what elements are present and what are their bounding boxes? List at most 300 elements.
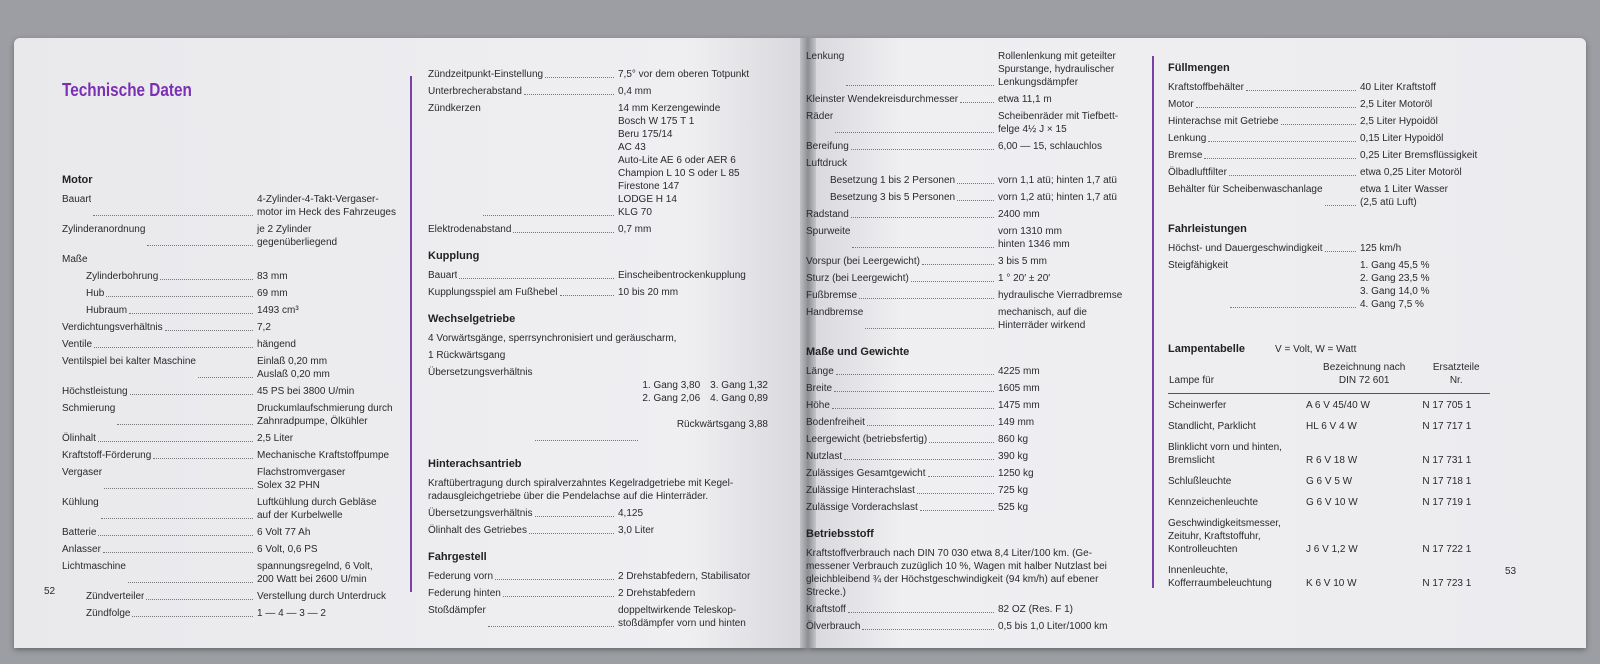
spec-label: Kühlung	[62, 497, 99, 508]
leader-dots	[146, 590, 253, 600]
lampen-heading: Lampentabelle	[1168, 343, 1246, 355]
spec-value: 69 mm	[257, 288, 288, 299]
leader-dots	[103, 543, 253, 553]
leader-dots	[495, 570, 614, 580]
leader-dots	[117, 402, 253, 425]
rear-axle-text: Kraftübertragung durch spiralverzahntes Kegelradgetriebe mit Kegel- radausgleichgetriebe über die Pendelachse auf die Hinterräder.	[428, 478, 734, 502]
spec-row	[428, 524, 768, 537]
lamp-row	[1168, 559, 1490, 593]
spec-value: 10 bis 20 mm	[618, 287, 679, 298]
leader-dots	[834, 382, 994, 392]
spec-value: vorn 1,1 atü; hinten 1,7 atü	[998, 175, 1117, 186]
leader-dots	[917, 484, 994, 494]
spec-label: Verdichtungsverhältnis	[62, 322, 163, 333]
spec-label: Federung vorn	[428, 571, 494, 582]
spec-value: 525 kg	[998, 502, 1029, 513]
lamp-designation: HL 6 V 4 W	[1306, 421, 1357, 432]
lamp-name: Schlußleuchte	[1168, 476, 1232, 487]
leader-dots	[160, 270, 253, 280]
spec-row	[806, 174, 1138, 187]
spec-row	[428, 507, 768, 520]
gear-ratio: 1. Gang 3,80	[642, 380, 701, 391]
lamp-part-number: N 17 705 1	[1422, 400, 1472, 411]
spec-label: Höchst- und Dauergeschwindigkeit	[1168, 243, 1323, 254]
leader-dots	[1325, 183, 1356, 206]
spec-value: Rollenlenkung mit geteilter Spurstange, hydraulischer Lenkungsdämpfer	[998, 51, 1116, 88]
spec-value: 125 km/h	[1360, 243, 1402, 254]
spec-value: 6,00 — 15, schlauchlos	[998, 141, 1102, 152]
column-divider-right	[1152, 56, 1154, 588]
leader-dots	[867, 416, 994, 426]
spec-label: Hub	[86, 288, 105, 299]
spec-value: 83 mm	[257, 271, 288, 282]
spec-value: 6 Volt, 0,6 PS	[257, 544, 318, 555]
spec-row	[1168, 183, 1490, 209]
spec-value: 7,5° vor dem oberen Totpunkt	[618, 69, 750, 80]
spec-value: 390 kg	[998, 451, 1029, 462]
spec-row	[806, 382, 1138, 395]
kupplung-heading: Kupplung	[428, 250, 480, 262]
spec-row	[806, 399, 1138, 412]
leader-dots	[844, 450, 994, 460]
spec-value: 40 Liter Kraftstoff	[1360, 82, 1436, 93]
leader-dots	[851, 208, 994, 218]
spec-label: Höchstleistung	[62, 386, 128, 397]
spec-value: mechanisch, auf die Hinterräder wirkend	[998, 307, 1087, 331]
spec-row	[806, 433, 1138, 446]
ignition-spec-list	[428, 68, 768, 236]
spec-value: 1 ° 20′ ± 20′	[998, 273, 1051, 284]
spec-label: Zündzeitpunkt-Einstellung	[428, 69, 544, 80]
spec-value: etwa 11,1 m	[998, 94, 1052, 105]
leader-dots	[1230, 259, 1356, 308]
spec-label: Schmierung	[62, 403, 116, 414]
spec-label: Bereifung	[806, 141, 849, 152]
chassis-column	[806, 50, 1138, 637]
leader-dots	[911, 272, 994, 282]
spec-row	[428, 269, 768, 282]
leader-dots	[920, 501, 994, 511]
spec-label: Vergaser	[62, 467, 103, 478]
spec-row	[1168, 166, 1490, 179]
lamp-col-header: Bezeichnung nach DIN 72 601	[1306, 360, 1422, 394]
spec-label: Nutzlast	[806, 451, 843, 462]
lamp-col-header: Ersatzteile Nr.	[1422, 360, 1490, 394]
spec-label: Spurweite	[806, 226, 851, 237]
chassis-spec-list	[428, 570, 768, 630]
spec-row	[1168, 132, 1490, 145]
spec-row	[806, 620, 1138, 633]
spec-value: Scheibenräder mit Tiefbett- felge 4½ J × 15	[998, 111, 1119, 135]
spec-value: Mechanische Kraftstoffpumpe	[257, 450, 390, 461]
spec-row	[806, 365, 1138, 378]
spec-row	[1168, 115, 1490, 128]
capacities-spec-list	[1168, 81, 1490, 209]
steering-spec-list	[806, 50, 1138, 332]
performance-spec-list	[1168, 242, 1490, 311]
lamp-row	[1168, 470, 1490, 491]
spec-value: 45 PS bei 3800 U/min	[257, 386, 355, 397]
lamp-designation: A 6 V 45/40 W	[1306, 400, 1370, 411]
spec-row	[428, 223, 768, 236]
spec-value: Flachstromvergaser Solex 32 PHN	[257, 467, 346, 491]
spec-row	[806, 93, 1138, 106]
spec-row	[62, 607, 407, 620]
spec-value: 0,4 mm	[618, 86, 652, 97]
leader-dots	[153, 449, 253, 459]
spec-value: Einlaß 0,20 mm Auslaß 0,20 mm	[257, 356, 330, 380]
leader-dots	[94, 338, 253, 348]
rear-axle-spec-list	[428, 507, 768, 537]
spec-value: 14 mm Kerzengewinde Bosch W 175 T 1 Beru 175/14 AC 43 Auto-Lite AE 6 oder AER 6 Champion L 10 S oder L 85 Firestone 147 LODGE H 14 KLG 70	[618, 103, 740, 218]
lamp-designation: J 6 V 1,2 W	[1306, 544, 1358, 555]
spec-label: Batterie	[62, 527, 97, 538]
spec-row	[806, 603, 1138, 616]
leader-dots	[851, 140, 994, 150]
spec-value: Luftkühlung durch Gebläse auf der Kurbelwelle	[257, 497, 377, 521]
hinterachsantrieb-heading: Hinterachsantrieb	[428, 458, 522, 470]
spec-row	[62, 385, 407, 398]
gear-ratios	[642, 366, 768, 444]
drivetrain-column	[428, 68, 768, 634]
gear-ratio: 3. Gang 1,32	[710, 380, 768, 391]
spec-label: Länge	[806, 366, 834, 377]
leader-dots	[130, 385, 253, 395]
spec-row	[62, 321, 407, 334]
spec-row	[428, 570, 768, 583]
spec-row	[1168, 149, 1490, 162]
fuel-spec-list	[806, 603, 1138, 633]
spec-value: 2,5 Liter Hypoidöl	[1360, 116, 1438, 127]
spec-row	[806, 501, 1138, 514]
spec-label: Ölbadluftfilter	[1168, 167, 1227, 178]
leader-dots	[560, 286, 614, 296]
spec-value: 82 OZ (Res. F 1)	[998, 604, 1074, 615]
spec-row	[806, 289, 1138, 302]
spec-label: Bauart	[428, 270, 458, 281]
spec-value: Einscheibentrockenkupplung	[618, 270, 746, 281]
lamp-part-number: N 17 723 1	[1422, 578, 1472, 589]
spec-value: 0,7 mm	[618, 224, 652, 235]
spec-value: doppeltwirkende Teleskop- stoßdämpfer vorn und hinten	[618, 605, 746, 629]
spec-row	[1168, 242, 1490, 255]
spec-value: 2 Drehstabfedern, Stabilisator	[618, 571, 751, 582]
spec-value: 725 kg	[998, 485, 1029, 496]
spec-row	[62, 560, 407, 586]
spec-row	[428, 85, 768, 98]
leader-dots	[835, 110, 994, 133]
leader-dots	[535, 366, 639, 441]
spec-value: 6 Volt 77 Ah	[257, 527, 311, 538]
fuellmengen-heading: Füllmengen	[1168, 62, 1230, 74]
lamp-table-header	[1168, 343, 1490, 356]
spec-row	[62, 287, 407, 300]
spec-label: Vorspur (bei Leergewicht)	[806, 256, 920, 267]
spec-row	[62, 526, 407, 539]
spec-label: Zulässige Vorderachslast	[806, 502, 918, 513]
spec-row	[62, 496, 407, 522]
lamp-name: Geschwindigkeitsmesser, Zeituhr, Kraftstoffuhr, Kontrolleuchten	[1168, 518, 1281, 555]
leader-dots	[129, 304, 253, 314]
spec-label: Kleinster Wendekreisdurchmesser	[806, 94, 959, 105]
spec-label: Elektrodenabstand	[428, 224, 512, 235]
spec-label: Handbremse	[806, 307, 864, 318]
spec-row	[62, 543, 407, 556]
spec-label: Bauart	[62, 194, 92, 205]
leader-dots	[128, 560, 253, 583]
lamp-col-header: Lampe für	[1168, 360, 1306, 394]
leader-dots	[960, 93, 994, 103]
spec-value: 3 bis 5 mm	[998, 256, 1047, 267]
spec-label: Fußbremse	[806, 290, 858, 301]
spec-row	[62, 402, 407, 428]
spec-label: Kraftstoff	[806, 604, 846, 615]
spec-label: Hubraum	[86, 305, 128, 316]
fahrleistungen-heading: Fahrleistungen	[1168, 223, 1247, 235]
spec-row	[806, 208, 1138, 221]
spec-label: Hinterachse mit Getriebe	[1168, 116, 1279, 127]
page-number-right: 53	[1505, 566, 1517, 577]
spec-row	[1168, 81, 1490, 94]
spec-label: Luftdruck	[806, 158, 848, 169]
spec-row	[428, 102, 768, 219]
lamp-part-number: N 17 718 1	[1422, 476, 1472, 487]
gear-ratio-row	[428, 366, 768, 444]
motor-spec-list	[62, 193, 407, 620]
leader-dots	[1325, 242, 1356, 252]
capacities-column	[1168, 48, 1490, 593]
lamp-row	[1168, 436, 1490, 470]
column-divider-left	[410, 76, 412, 592]
leader-dots	[929, 433, 994, 443]
leader-dots	[459, 269, 614, 279]
leader-dots	[928, 467, 995, 477]
spec-value: 7,2	[257, 322, 271, 333]
spec-value: 1250 kg	[998, 468, 1034, 479]
leader-dots	[1204, 149, 1356, 159]
spec-label: Steigfähigkeit	[1168, 260, 1229, 271]
spec-label: Ölinhalt des Getriebes	[428, 525, 527, 536]
lamp-name: Kennzeichenleuchte	[1168, 497, 1259, 508]
lamp-name: Scheinwerfer	[1168, 400, 1227, 411]
lamp-legend: V = Volt, W = Watt	[1275, 344, 1357, 355]
lamp-designation: G 6 V 5 W	[1306, 476, 1353, 487]
leader-dots	[836, 365, 994, 375]
leader-dots	[1246, 81, 1356, 91]
spec-label: Ölverbrauch	[806, 621, 861, 632]
leader-dots	[846, 50, 994, 86]
spec-label: Behälter für Scheibenwaschanlage	[1168, 184, 1323, 195]
leader-dots	[98, 526, 253, 536]
lamp-name: Innenleuchte, Kofferraumbeleuchtung	[1168, 565, 1272, 589]
spec-value: 2 Drehstabfedern	[618, 588, 696, 599]
lamp-row	[1168, 415, 1490, 436]
gearbox-text-2: 1 Rückwärtsgang	[428, 350, 506, 361]
spec-row	[806, 306, 1138, 332]
spec-label: Zulässige Hinterachslast	[806, 485, 915, 496]
leader-dots	[545, 68, 614, 78]
leader-dots	[132, 607, 253, 617]
spec-value: Druckumlaufschmierung durch Zahnradpumpe, Ölkühler	[257, 403, 393, 427]
leader-dots	[957, 191, 994, 201]
leader-dots	[93, 193, 253, 216]
fuel-consumption-text: Kraftstoffverbrauch nach DIN 70 030 etwa 8,4 Liter/100 km. (Ge- messener Verbrauch zuzüglich 10 %, Wagen mit halber Nutzlast bei gleichbleibend ¾ der Höchstgeschwindigkeit (94 km/h) auf ebener Strecke.)	[806, 548, 1107, 598]
spec-value: Verstellung durch Unterdruck	[257, 591, 386, 602]
leader-dots	[865, 306, 994, 329]
spec-row	[806, 110, 1138, 136]
lamp-name: Standlicht, Parklicht	[1168, 421, 1256, 432]
spec-label: Besetzung 3 bis 5 Personen	[830, 192, 956, 203]
lamp-row	[1168, 491, 1490, 512]
spec-value: 1. Gang 45,5 % 2. Gang 23,5 % 3. Gang 14,0 % 4. Gang 7,5 %	[1360, 260, 1430, 310]
leader-dots	[529, 524, 614, 534]
spec-value: 1605 mm	[998, 383, 1040, 394]
spec-value: 4225 mm	[998, 366, 1040, 377]
lamp-part-number: N 17 731 1	[1422, 455, 1472, 466]
spec-label: Sturz (bei Leergewicht)	[806, 273, 909, 284]
spec-label: Federung hinten	[428, 588, 501, 599]
spec-value: spannungsregelnd, 6 Volt, 200 Watt bei 2600 U/min	[257, 561, 373, 585]
spec-label: Übersetzungsverhältnis	[428, 508, 533, 519]
spec-label: Unterbrecherabstand	[428, 86, 522, 97]
spec-label: Zylinderbohrung	[86, 271, 159, 282]
spec-label: Ölinhalt	[62, 433, 96, 444]
spec-label: Maße	[62, 254, 88, 265]
gear-ratio: 4. Gang 0,89	[710, 393, 768, 404]
spec-label: Lenkung	[806, 51, 845, 62]
lamp-row	[1168, 394, 1490, 416]
spec-value: 860 kg	[998, 434, 1029, 445]
spec-value: 2,5 Liter	[257, 433, 294, 444]
spec-label: Kupplungsspiel am Fußhebel	[428, 287, 558, 298]
leader-dots	[1281, 115, 1356, 125]
spec-value: 1493 cm³	[257, 305, 299, 316]
leader-dots	[198, 355, 253, 378]
spec-value: 4-Zylinder-4-Takt-Vergaser- motor im Heck des Fahrzeuges	[257, 194, 396, 218]
leader-dots	[852, 225, 994, 248]
leader-dots	[513, 223, 614, 233]
spec-value: 4,125	[618, 508, 644, 519]
spec-label: Besetzung 1 bis 2 Personen	[830, 175, 956, 186]
gear-ratio: 2. Gang 2,06	[642, 393, 701, 404]
gearbox-text-1: 4 Vorwärtsgänge, sperrsynchronisiert und geräuscharm,	[428, 333, 677, 344]
spec-value: hängend	[257, 339, 296, 350]
clutch-spec-list	[428, 269, 768, 299]
spec-label: Zündfolge	[86, 608, 131, 619]
leader-dots	[104, 466, 253, 489]
lamp-part-number: N 17 717 1	[1422, 421, 1472, 432]
leader-dots	[848, 603, 994, 613]
spec-row	[806, 467, 1138, 480]
leader-dots	[101, 496, 253, 519]
spec-label: Ventile	[62, 339, 93, 350]
leader-dots	[1208, 132, 1356, 142]
spec-row	[806, 272, 1138, 285]
spec-label: Bremse	[1168, 150, 1203, 161]
spec-label: Anlasser	[62, 544, 101, 555]
spec-row	[806, 484, 1138, 497]
spec-value: je 2 Zylinder gegenüberliegend	[257, 224, 338, 248]
spec-row	[1168, 259, 1490, 311]
lamp-part-number: N 17 719 1	[1422, 497, 1472, 508]
spec-row	[806, 450, 1138, 463]
spec-label: Lenkung	[1168, 133, 1207, 144]
spec-label: Zulässiges Gesamtgewicht	[806, 468, 926, 479]
spec-label: Räder	[806, 111, 834, 122]
lamp-designation: G 6 V 10 W	[1306, 497, 1358, 508]
spec-value: vorn 1,2 atü; hinten 1,7 atü	[998, 192, 1117, 203]
spec-value: 1 — 4 — 3 — 2	[257, 608, 326, 619]
spec-label: Zündverteiler	[86, 591, 145, 602]
leader-dots	[503, 587, 614, 597]
spec-value: 3,0 Liter	[618, 525, 655, 536]
leader-dots	[488, 604, 614, 627]
spec-row	[62, 355, 407, 381]
leader-dots	[862, 620, 994, 630]
lamp-name: Blinklicht vorn und hinten, Bremslicht	[1168, 442, 1282, 466]
spec-value: 1475 mm	[998, 400, 1040, 411]
leader-dots	[98, 432, 253, 442]
leader-dots	[859, 289, 994, 299]
leader-dots	[524, 85, 614, 95]
spec-label: Lichtmaschine	[62, 561, 126, 572]
spec-label: Zylinderanordnung	[62, 224, 146, 235]
spec-value: 0,25 Liter Bremsflüssigkeit	[1360, 150, 1478, 161]
spec-label: Bodenfreiheit	[806, 417, 865, 428]
leader-dots	[535, 507, 615, 517]
spec-row	[62, 253, 407, 266]
spec-row	[62, 193, 407, 219]
spec-value: hydraulische Vierradbremse	[998, 290, 1123, 301]
leader-dots	[957, 174, 994, 184]
leader-dots	[1196, 98, 1356, 108]
spec-label: Zündkerzen	[428, 103, 481, 114]
spec-value: etwa 1 Liter Wasser (2,5 atü Luft)	[1360, 184, 1448, 208]
fahrgestell-heading: Fahrgestell	[428, 551, 487, 563]
leader-dots	[106, 287, 253, 297]
motor-heading: Motor	[62, 174, 93, 186]
spec-label: Breite	[806, 383, 833, 394]
betriebsstoff-heading: Betriebsstoff	[806, 528, 874, 540]
gear-ratio-label: Übersetzungsverhältnis	[428, 367, 533, 378]
spec-row	[806, 50, 1138, 89]
spec-row	[806, 191, 1138, 204]
spec-value: 0,5 bis 1,0 Liter/1000 km	[998, 621, 1108, 632]
reverse-gear-ratio: Rückwärtsgang 3,88	[676, 419, 768, 430]
spec-label: Kraftstoff-Förderung	[62, 450, 152, 461]
leader-dots	[147, 223, 253, 246]
spec-value: 2400 mm	[998, 209, 1040, 220]
spec-row	[806, 416, 1138, 429]
spec-value: 0,15 Liter Hypoidöl	[1360, 133, 1444, 144]
spec-label: Höhe	[806, 400, 830, 411]
leader-dots	[483, 102, 614, 216]
spec-row	[62, 270, 407, 283]
leader-dots	[1229, 166, 1356, 176]
spec-row	[1168, 98, 1490, 111]
leader-dots	[165, 321, 253, 331]
page-number-left: 52	[44, 586, 56, 597]
spec-label: Ventilspiel bei kalter Maschine	[62, 356, 196, 367]
spec-label: Kraftstoffbehälter	[1168, 82, 1244, 93]
spec-value: 149 mm	[998, 417, 1035, 428]
lamp-designation: K 6 V 10 W	[1306, 578, 1357, 589]
lamp-row	[1168, 512, 1490, 559]
spec-row	[62, 449, 407, 462]
leader-dots	[922, 255, 994, 265]
spec-value: etwa 0,25 Liter Motoröl	[1360, 167, 1462, 178]
page-title: Technische Daten	[62, 80, 192, 100]
